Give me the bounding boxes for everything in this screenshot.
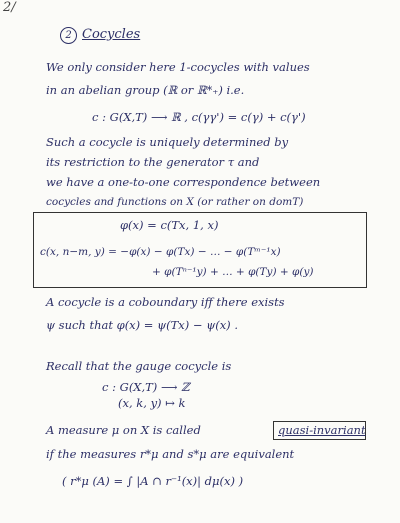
- boxed-formula-c-continued: + φ(Tⁿ⁻¹y) + … + φ(Ty) + φ(y): [152, 266, 314, 278]
- text-line-4: Such a cocycle is uniquely determined by: [46, 135, 289, 149]
- page-corner-mark: 2/: [3, 0, 16, 15]
- text-line-6: we have a one-to-one correspondence between: [46, 175, 321, 189]
- cocycle-definition: c : G(X,T) ⟶ ℝ , c(γγ') = c(γ) + c(γ'): [92, 110, 306, 124]
- text-line-5: its restriction to the generator τ and: [46, 155, 260, 169]
- quasi-invariant-term: quasi-invariant: [278, 423, 366, 437]
- gauge-cocycle-definition: c : G(X,T) ⟶ ℤ: [102, 380, 190, 394]
- measure-formula: ( r*μ (A) = ∫ |A ∩ r⁻¹(x)| dμ(x) ): [62, 474, 244, 488]
- text-line-1: We only consider here 1-cocycles with values: [46, 60, 310, 74]
- coboundary-formula: ψ such that φ(x) = ψ(Tx) − ψ(x) .: [46, 318, 238, 332]
- text-line-2: in an abelian group (ℝ or ℝ*₊) i.e.: [46, 83, 245, 97]
- text-line-10: Recall that the gauge cocycle is: [46, 359, 232, 373]
- text-line-13: A measure μ on X is called: [46, 423, 201, 437]
- text-line-7: cocycles and functions on X (or rather on domT): [46, 196, 304, 208]
- section-number-circled: 2: [60, 27, 77, 44]
- gauge-cocycle-map: (x, k, y) ↦ k: [118, 396, 186, 410]
- section-title: Cocycles: [82, 27, 141, 42]
- text-line-15: if the measures r*μ and s*μ are equivalent: [46, 447, 295, 461]
- text-line-8: A cocycle is a coboundary iff there exists: [46, 295, 285, 309]
- boxed-formula-phi: φ(x) = c(Tx, 1, x): [120, 218, 219, 232]
- boxed-formula-c: c(x, n−m, y) = −φ(x) − φ(Tx) − … − φ(Tᵐ⁻¹x): [40, 246, 281, 258]
